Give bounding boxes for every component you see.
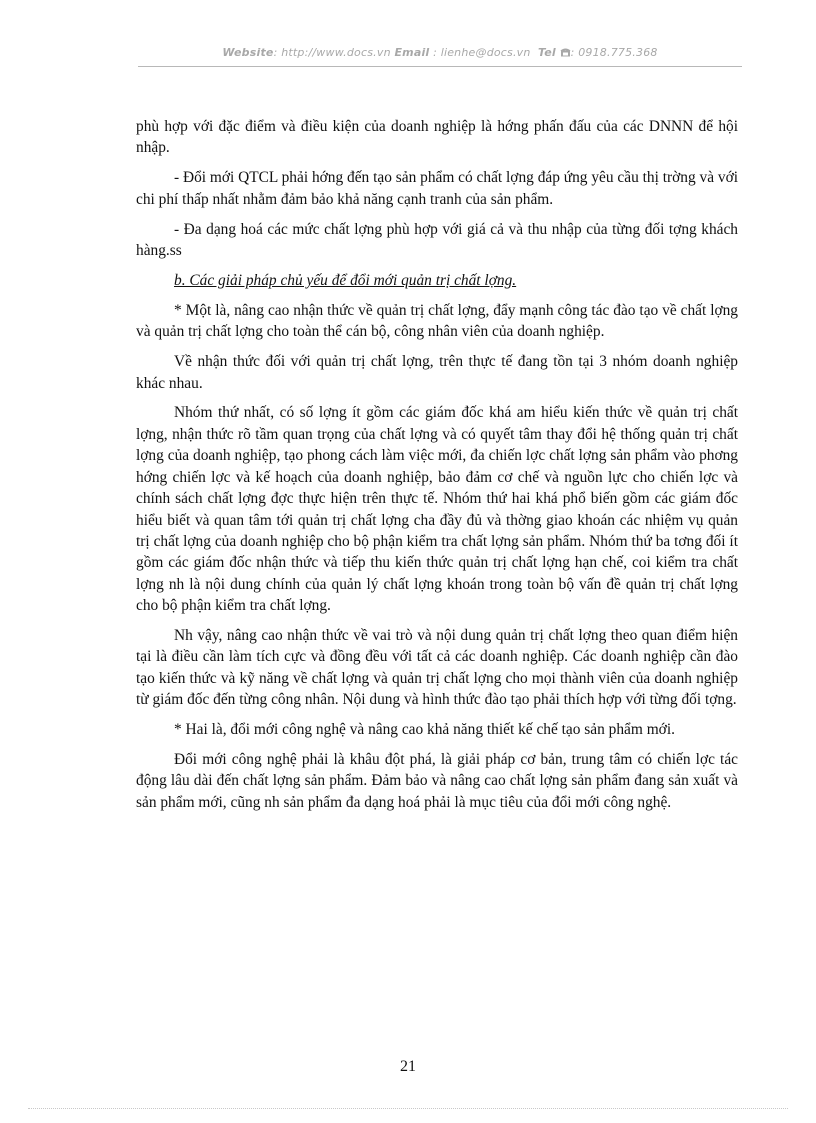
paragraph: - Đổi mới QTCL phải hớng đến tạo sản phẩm có chất lợng đáp ứng yêu cầu thị trờng và với chi phí thấp nhất nhằm đảm bảo khả năng cạnh tranh của sản phẩm.: [136, 169, 738, 208]
tel-value: : 0918.775.368: [570, 46, 658, 59]
paragraph: Đổi mới công nghệ phải là khâu đột phá, là giải pháp cơ bản, trung tâm có chiến lợc tác động lâu dài đến chất lợng sản phẩm. Đảm bảo và nâng cao chất lợng sản phẩm đang sản xuất và sản phẩm mới, cũng nh sản phẩm đa dạng hoá phải là mục tiêu của đổi mới công nghệ.: [136, 751, 738, 811]
website-value: : http://www.docs.vn: [273, 46, 391, 59]
phone-icon: [560, 47, 571, 57]
page-header: [138, 46, 742, 59]
bottom-dotted-rule: [28, 1108, 788, 1109]
paragraph: Về nhận thức đối với quản trị chất lợng, trên thực tế đang tồn tại 3 nhóm doanh nghiệp khác nhau.: [136, 353, 738, 392]
paragraph: Nhóm thứ nhất, có số lợng ít gồm các giám đốc khá am hiểu kiến thức về quản trị chất lợng, nhận thức rõ tầm quan trọng của chất lợng và có quyết tâm thay đổi hệ thống quản trị chất lợng của doanh nghiệp, tạo phong cách làm việc mới, đa chiến lợc chất lợng sản phẩm vào phơng hớng chiến lợc và kế hoạch của doanh nghiệp, bảo đảm cơ chế và nguồn lực cho chiến lợc và chính sách chất lợng đợc thực hiện trên thực tế. Nhóm thứ hai khá phổ biến gồm các giám đốc hiểu biết và quan tâm tới quản trị chất lợng cha đầy đủ và thờng giao khoán các nhiệm vụ quản trị chất lợng của doanh nghiệp cho bộ phận kiểm tra chất lợng sản phẩm. Nhóm thứ ba tơng đối ít gồm các giám đốc nhận thức và tiếp thu kiến thức quản trị chất lợng hạn chế, coi kiểm tra chất lợng nh là nội dung chính của quản lý chất lợng khoán trong toàn bộ vấn đề quản trị chất lợng cho bộ phận kiểm tra chất lợng.: [136, 404, 738, 615]
email-label: Email: [394, 46, 430, 59]
header-rule: [138, 66, 742, 67]
paragraph: * Hai là, đổi mới công nghệ và nâng cao khả năng thiết kế chế tạo sản phẩm mới.: [174, 721, 675, 739]
website-label: Website: [222, 46, 274, 59]
tel-label: Tel: [537, 46, 556, 59]
paragraph: - Đa dạng hoá các mức chất lợng phù hợp với giá cả và thu nhập của từng đối tợng khách hàng.ss: [136, 220, 738, 260]
paragraph: Nh vậy, nâng cao nhận thức về vai trò và nội dung quản trị chất lợng theo quan điểm hiện tại là điều cần làm tích cực và đồng đều với tất cả các doanh nghiệp. Các doanh nghiệp cần đào tạo kiến thức và kỹ năng về chất lợng và quản trị chất lợng cho mọi thành viên của doanh nghiệp từ giám đốc đến từng công nhân. Nội dung và hình thức đào tạo phải thích hợp với từng đối tợng.: [136, 627, 738, 709]
section-subheading: b. Các giải pháp chủ yếu để đổi mới quản trị chất lợng.: [174, 271, 517, 289]
paragraph: * Một là, nâng cao nhận thức về quản trị chất lợng, đẩy mạnh công tác đào tạo về chất lợng và quản trị chất lợng cho toàn thể cán bộ, công nhân viên của doanh nghiệp.: [136, 301, 738, 341]
paragraph: phù hợp với đặc điểm và điều kiện của doanh nghiệp là hớng phấn đấu của các DNNN để hội nhập.: [136, 118, 738, 157]
page-number: 21: [400, 1058, 416, 1075]
email-value: : lienhe@docs.vn: [429, 46, 531, 59]
body-text: [136, 116, 738, 822]
